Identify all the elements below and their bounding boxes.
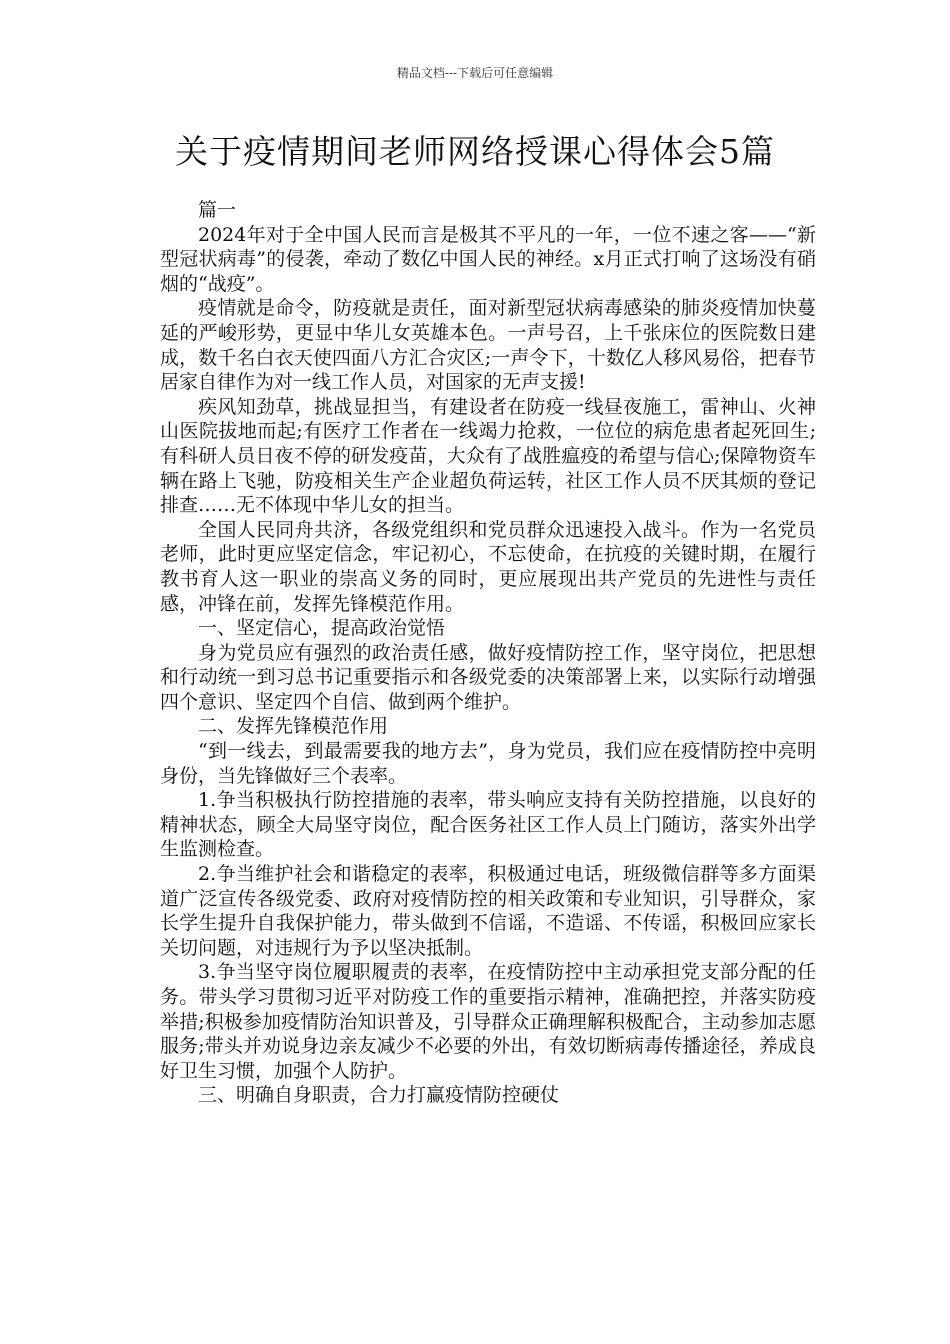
section-label: 篇一 <box>198 199 237 221</box>
paragraph: 疫情就是命令，防疫就是责任，面对新型冠状病毒感染的肺炎疫情加快蔓延的严峻形势，更显中华儿女英雄本色。一声号召，上千张床位的医院数日建成，数千名白衣天使四面八方汇合灾区;一声令下，十数亿人移风易俗，把春节居家自律作为对一线工作人员，对国家的无声支援! <box>160 297 816 394</box>
paragraph: 身为党员应有强烈的政治责任感，做好疫情防控工作，坚守岗位，把思想和行动统一到习总书记重要指示和各级党委的决策部署上来，以实际行动增强四个意识、坚定四个自信、做到两个维护。 <box>160 641 816 713</box>
list-item: 3.争当坚守岗位履职履责的表率，在疫情防控中主动承担党支部分配的任务。带头学习贯彻习近平对防疫工作的重要指示精神，准确把控，并落实防疫举措;积极参加疫情防治知识普及，引导群众正确理解积极配合，主动参加志愿服务;带头并劝说身边亲友减少不必要的外出，有效切断病毒传播途径，养成良好卫生习惯，加强个人防护。 <box>160 961 816 1082</box>
section-heading: 三、明确自身职责，合力打赢疫情防控硬仗 <box>198 1084 560 1107</box>
section-heading: 一、坚定信心，提高政治觉悟 <box>198 617 446 640</box>
list-item: 1.争当积极执行防控措施的表率，带头响应支持有关防控措施，以良好的精神状态，顾全大局坚守岗位，配合医务社区工作人员上门随访，落实外出学生监测检查。 <box>160 789 816 861</box>
document-title: 关于疫情期间老师网络授课心得体会5篇 <box>175 132 775 171</box>
paragraph: 全国人民同舟共济，各级党组织和党员群众迅速投入战斗。作为一名党员老师，此时更应坚定信念，牢记初心，不忘使命，在抗疫的关键时期，在履行教书育人这一职业的崇高义务的同时，更应展现出共产党员的先进性与责任感，冲锋在前，发挥先锋模范作用。 <box>160 518 816 615</box>
paragraph: 疾风知劲草，挑战显担当，有建设者在防疫一线昼夜施工，雷神山、火神山医院拔地而起;有医疗工作者在一线竭力抢救，一位位的病危患者起死回生;有科研人员日夜不停的研发疫苗，大众有了战胜瘟疫的希望与信心;保障物资车辆在路上飞驰，防疫相关生产企业超负荷运转，社区工作人员不厌其烦的登记排查……无不体现中华儿女的担当。 <box>160 395 816 517</box>
list-item: 2.争当维护社会和谐稳定的表率，积极通过电话，班级微信群等多方面渠道广泛宣传各级党委、政府对疫情防控的相关政策和专业知识，引导群众，家长学生提升自我保护能力，带头做到不信谣，不造谣、不传谣，积极回应家长关切问题，对违规行为予以坚决抵制。 <box>160 863 816 959</box>
section-heading: 二、发挥先锋模范作用 <box>198 715 389 738</box>
paragraph: “到一线去，到最需要我的地方去”，身为党员，我们应在疫情防控中亮明身份，当先锋做好三个表率。 <box>160 740 816 787</box>
paragraph: 2024年对于全中国人民而言是极其不平凡的一年，一位不速之客——“新型冠状病毒”的侵袭，牵动了数亿中国人民的神经。x月正式打响了这场没有硝烟的“战疫”。 <box>160 223 816 295</box>
page-header: 精品文档---下载后可任意编辑 <box>396 66 554 80</box>
document-body <box>160 198 816 1108</box>
